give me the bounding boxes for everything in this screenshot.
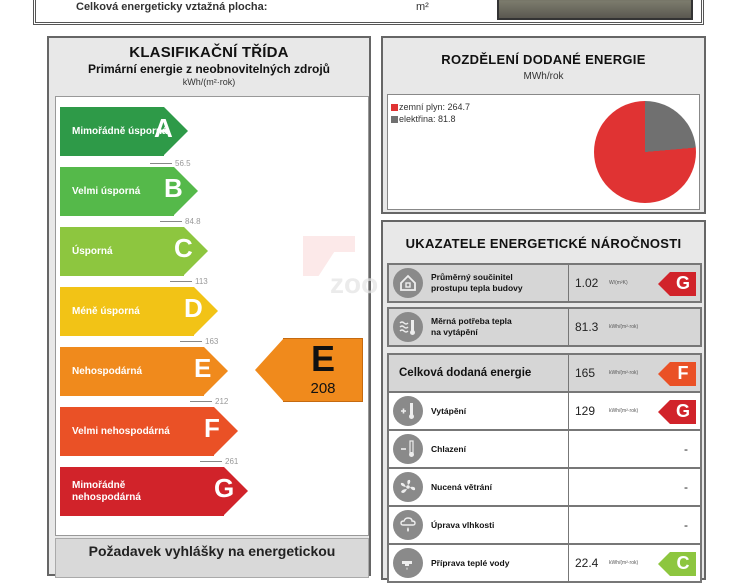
indicator-value: 165 [575,366,596,380]
indicator-row-heating-demand: Měrná potřeba tepla na vytápění 81.3 kWh/(m²·rok) [387,307,702,347]
class-badge-f: F [658,362,696,386]
indicator-unit: kWh/(m²·rok) [609,408,639,414]
indicator-row-heat-transfer: Průměrný součinitel prostupu tepla budovy 1.02 W/(m²K) G [387,263,702,303]
threshold-c: 113 [170,277,208,286]
current-rating-marker [255,338,363,402]
building-info-box [33,0,704,25]
indicator-value: 81.3 [575,320,599,334]
indicator-row-total-energy: Celková dodaná energie 165 kWh/(m²·rok) F [387,353,702,393]
humidity-icon [393,510,423,540]
heat-thermometer-icon [393,312,423,342]
heating-icon [393,396,423,426]
indicator-unit: kWh/(m²·rok) [609,560,639,566]
chart-legend [391,101,470,125]
class-badge-g: G [658,400,696,424]
indicator-value: 1.02 [575,276,599,290]
indicator-value: - [684,480,688,494]
threshold-b: 84.8 [160,217,201,226]
indicator-row-ventilation: Nucená větrání - [387,467,702,507]
classification-subtitle: Primární energie z neobnovitelných zdrojů [87,62,331,76]
threshold-a: 56.5 [150,159,191,168]
indicator-row-heating: Vytápění 129 kWh/(m²·rok) G [387,391,702,431]
indicator-unit: kWh/(m²·rok) [609,370,639,376]
threshold-d: 163 [180,337,218,346]
indicator-value: - [684,442,688,456]
distribution-unit: MWh/rok [523,71,564,82]
class-badge-g: G [658,272,696,296]
watermark-text: zoo [330,268,379,299]
building-photo [497,0,693,20]
class-badge-c: C [658,552,696,576]
indicator-value: - [684,518,688,532]
classification-panel [47,36,371,576]
indicators-panel [381,220,706,580]
indicator-row-hot-water: Příprava teplé vody 22.4 kWh/(m²·rok) C [387,543,702,583]
distribution-chart [387,94,700,210]
indicator-unit: W/(m²K) [609,280,628,286]
cooling-icon [393,434,423,464]
rating-letter: E [310,338,335,379]
pie-chart [594,101,696,203]
rating-value: 208 [310,380,336,397]
house-icon [393,268,423,298]
threshold-f: 261 [200,457,238,466]
requirement-box: Požadavek vyhlášky na energetickou [55,538,369,578]
legend-item-gas: zemní plyn: 264.7 [391,101,470,113]
indicator-unit: kWh/(m²·rok) [609,324,639,330]
energy-distribution-panel [381,36,706,214]
legend-item-electricity: elektřina: 81.8 [391,113,470,125]
threshold-e: 212 [190,397,228,406]
classification-unit: kWh/(m²·rok) [182,77,236,87]
distribution-title: ROZDĚLENÍ DODANÉ ENERGIE [441,52,646,67]
indicator-value: 22.4 [575,556,599,570]
hot-water-icon [393,548,423,578]
floor-area-label: Celková energeticky vztažná plocha: [76,1,268,13]
classification-title: KLASIFIKAČNÍ TŘÍDA [129,44,289,61]
indicators-title: UKAZATELE ENERGETICKÉ NÁROČNOSTI [405,236,682,251]
indicator-value: 129 [575,404,596,418]
indicator-row-humidity: Úprava vlhkosti - [387,505,702,545]
energy-scale: Mimořádně úsporná A 56.5 Velmi úsporná B 84.8 Úsporná C 113 Méně úsporná D 163 Nehospodárná E 212 Velmi nehospodárná F 261 Mimořádně nehospodárná G E 208 [55,96,369,536]
indicator-row-cooling: Chlazení - [387,429,702,469]
fan-icon [393,472,423,502]
floor-area-unit: m² [416,1,429,13]
